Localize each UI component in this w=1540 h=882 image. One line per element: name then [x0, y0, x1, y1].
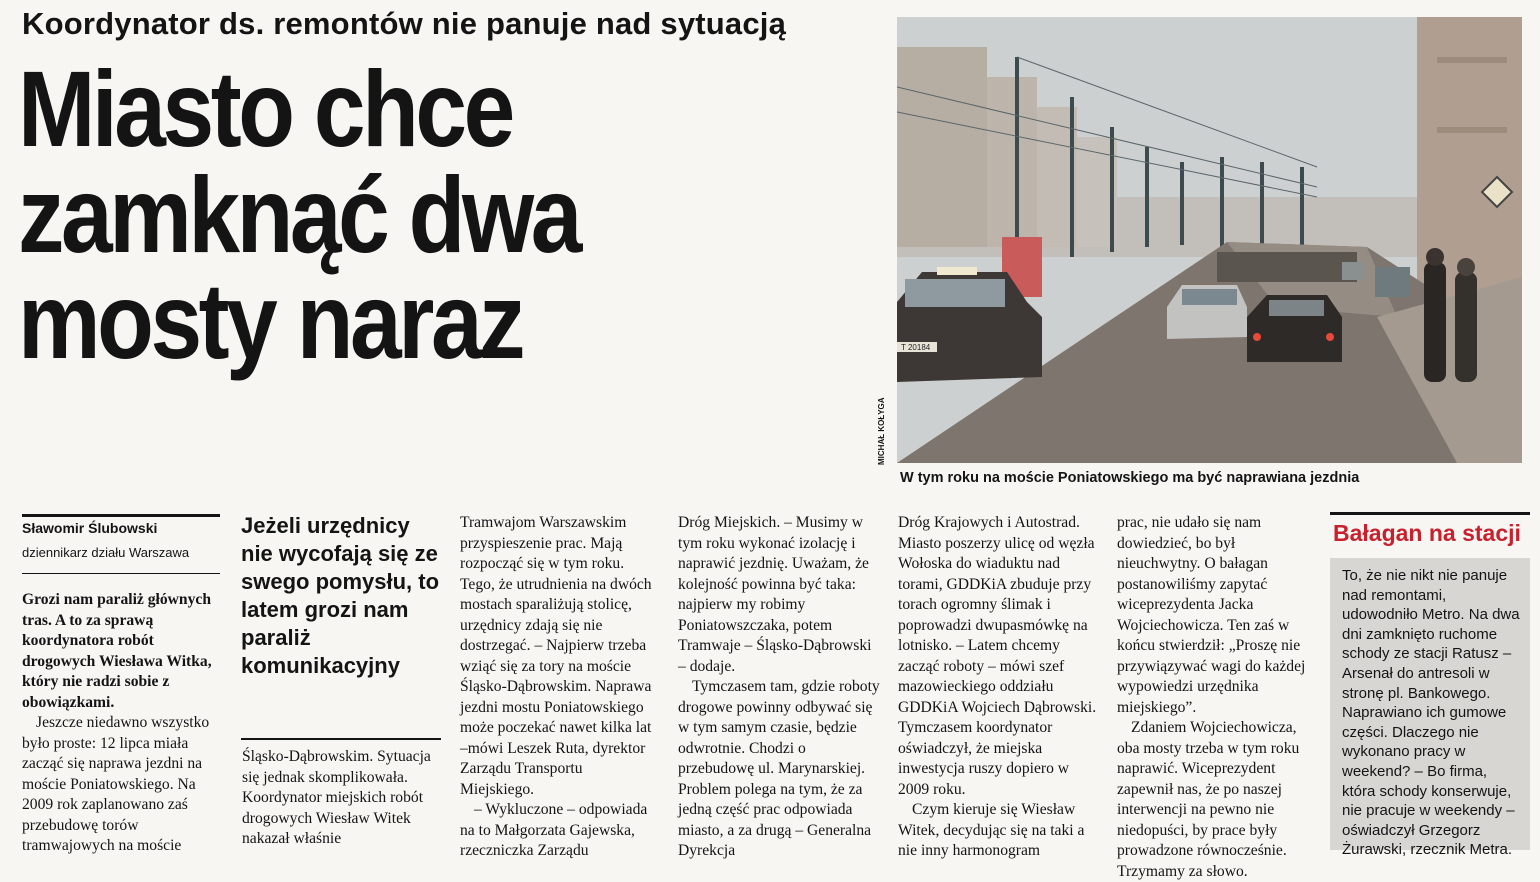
article-column-3 — [460, 513, 658, 862]
photo-caption: W tym roku na moście Poniatowskiego ma być naprawiana jezdnia — [900, 470, 1360, 486]
article-paragraph: Dróg Miejskich. – Musimy w tym roku wykonać izolację i naprawić jezdnię. Uważam, że kolejność powinna być taka: najpierw my robimy Poniatowszczaka, potem Tramwaje – Śląsko-Dąbrowski – dodaje. — [678, 514, 872, 675]
article-column-4 — [678, 513, 880, 862]
article-column-1 — [22, 590, 222, 857]
article-lead: Grozi nam paraliż głównych tras. A to za sprawą koordynatora robót drogowych Wiesława Witka, który nie radzi sobie z obowiązkami. — [22, 591, 212, 711]
headline-line-3: mosty naraz — [18, 260, 523, 381]
article-paragraph: – Wykluczone – odpowiada na to Małgorzata Gajewska, rzeczniczka Zarządu — [460, 801, 648, 859]
article-column-5 — [898, 513, 1100, 862]
sidebar-rule — [1330, 512, 1530, 515]
sidebar-title: Bałagan na stacji — [1333, 520, 1521, 546]
article-paragraph: Tramwajom Warszawskim przyspieszenie prac. Mają rozpocząć się w tym roku. Tego, że utrudnienia na dwóch mostach sparaliżują stolicę, urzędnicy zdają się nie dostrzegać. – Najpierw trzeba wziąć się za tory na moście Śląsko-Dąbrowskim. Naprawa jezdni mostu Poniatowskiego może poczekać nawet kilka lat –mówi Leszek Ruta, dyrektor Zarządu Transportu Miejskiego. — [460, 514, 652, 798]
pull-quote: Jeżeli urzędnicy nie wycofają się ze swego pomysłu, to latem grozi nam paraliż komunikacyjny — [241, 513, 440, 678]
kicker: Koordynator ds. remontów nie panuje nad sytuacją — [22, 6, 787, 41]
bridge-photo — [897, 17, 1522, 463]
author-name: Sławomir Ślubowski — [22, 520, 158, 536]
article-paragraph: Śląsko-Dąbrowskim. Sytuacja się jednak skomplikowała. Koordynator miejskich robót drogowych Wiesław Witek nakazał właśnie — [242, 748, 431, 847]
article-column-2 — [242, 747, 442, 850]
sidebar-text: To, że nie nikt nie panuje nad remontami, udowodniło Metro. Na dwa dni zamknięto ruchome schody ze stacji Ratusz – Arsenał do antresoli w stronę pl. Bankowego. Naprawiano ich gumowe części. Dlaczego nie wykonano pracy w weekend? – Bo firma, która schody konserwuje, nie pracuje w weekendy – oświadczył Grzegorz Żurawski, rzecznik Metra. — [1342, 567, 1520, 859]
pull-quote-rule — [241, 738, 441, 740]
byline-divider — [22, 573, 220, 574]
article-paragraph: Czym kieruje się Wiesław Witek, decydując się na taki a nie inny harmonogram — [898, 801, 1085, 859]
article-paragraph: Dróg Krajowych i Autostrad. Miasto poszerzy ulicę od węzła Wołoska do wiaduktu nad torami, GDDKiA zbuduje przy torach ogromny ślimak i poprowadzi dwupasmówkę na lotnisko. – Latem chcemy zacząć roboty – mówi szef mazowieckiego oddziału GDDKiA Wojciech Dąbrowski. Tymczasem koordynator oświadczył, że miejska inwestycja ruszy dopiero w 2009 roku. — [898, 514, 1097, 798]
author-role: dziennikarz działu Warszawa — [22, 545, 190, 560]
license-plate: T 20184 — [901, 343, 931, 352]
article-column-6 — [1117, 513, 1315, 882]
headline-line-2: zamknąć dwa — [18, 154, 579, 275]
headline — [18, 48, 766, 381]
article-paragraph: Zdaniem Wojciechowicza, oba mosty trzeba w tym roku naprawić. Wiceprezydent zapewnił nas, że po naszej interwencji na pewno nie niedopuści, by prace były prowadzone równocześnie. Trzymamy za słowo. — [1117, 719, 1300, 880]
byline-rule — [22, 514, 220, 517]
headline-line-1: Miasto chce — [18, 48, 512, 169]
photo-credit: MICHAŁ KOŁYGA — [877, 397, 886, 465]
article-paragraph: Jeszcze niedawno wszystko było proste: 12 lipca miała zacząć się naprawa jezdni na moście Poniatowskiego. Na 2009 rok zaplanowano zaś przebudowę torów tramwajowych na moście — [22, 714, 210, 854]
bridge-photo-illustration — [897, 17, 1522, 463]
article-paragraph: Tymczasem tam, gdzie roboty drogowe powinny odbywać się w tym samym czasie, będzie odwrotnie. Chodzi o przebudowę ul. Marynarskiej. Problem polega na tym, że za jedną część prac odpowiada miasto, a za drugą – Generalna Dyrekcja — [678, 678, 880, 859]
article-paragraph: prac, nie udało się nam dowiedzieć, bo był nieuchwytny. O bałagan postanowiliśmy zapytać wiceprezydenta Jacka Wojciechowicza. Ten zaś w końcu stwierdził: „Proszę nie przywiązywać wagi do każdej wypowiedzi urzędnika miejskiego”. — [1117, 514, 1306, 716]
